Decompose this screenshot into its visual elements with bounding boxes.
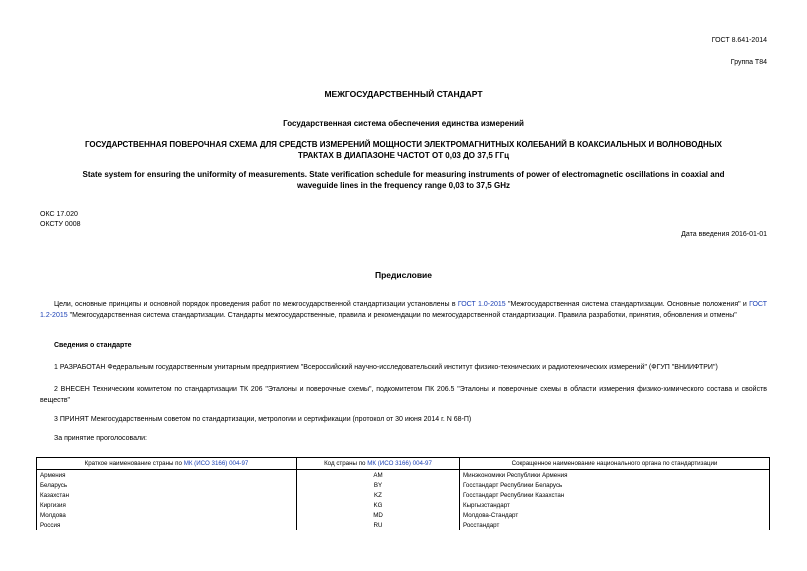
column-header-code (297, 458, 460, 470)
mk-iso-link[interactable]: МК (ИСО 3166) 004-97 (183, 460, 249, 467)
info-heading: Сведения о стандарте (54, 342, 132, 349)
column-header-body: Сокращенное наименование национального органа по стандартизации (460, 458, 770, 470)
table-row (37, 510, 770, 520)
foreword-text-c: "Межгосударственная система стандартизации. Стандарты межгосударственные, правила и рекомендации по межгосударственной стандартизации. Правила разработки, принятия, обновления и отмены" (69, 312, 737, 319)
body-cell: Кыргызстандарт (460, 500, 770, 510)
voting-table (36, 457, 770, 530)
group-label: Группа Т84 (730, 59, 767, 66)
body-cell: Росстандарт (460, 520, 770, 530)
foreword-heading: Предисловие (374, 270, 433, 280)
column-header-country-text: Краткое наименование страны по (84, 460, 182, 467)
foreword-text-a: Цели, основные принципы и основной порядок проведения работ по межгосударственной стандартизации установлены в (54, 301, 456, 308)
oks-code: ОКС 17.020 (40, 211, 78, 218)
info-item-3: 3 ПРИНЯТ Межгосударственным советом по стандартизации, метрологии и сертификации (протокол от 30 июня 2014 г. N 68-П) (54, 416, 472, 423)
country-cell: Молдова (37, 510, 297, 520)
gost-1-0-link[interactable]: ГОСТ 1.0-2015 (457, 301, 506, 308)
okstu-code: ОКСТУ 0008 (40, 221, 81, 228)
body-cell: Госстандарт Республики Беларусь (460, 480, 770, 490)
intro-date: Дата введения 2016-01-01 (681, 231, 767, 238)
code-cell: AM (297, 470, 460, 481)
document-title-en (40, 169, 767, 191)
country-cell: Беларусь (37, 480, 297, 490)
foreword-paragraph (40, 299, 767, 321)
column-header-code-text: Код страны по (324, 460, 366, 467)
document-title-ru (40, 139, 767, 161)
title-ru-line-1: ГОСУДАРСТВЕННАЯ ПОВЕРОЧНАЯ СХЕМА ДЛЯ СРЕДСТВ ИЗМЕРЕНИЙ МОЩНОСТИ ЭЛЕКТРОМАГНИТНЫХ КОЛЕБАНИЙ В КОАКСИАЛЬНЫХ И ВОЛНОВОДНЫХ (84, 140, 722, 149)
body-cell: Госстандарт Республики Казахстан (460, 490, 770, 500)
country-cell: Киргизия (37, 500, 297, 510)
title-en-line-1: State system for ensuring the uniformity of measurements. State verification schedule for measuring instruments of power of electromagnetic oscillations in coaxial and (82, 170, 725, 179)
body-cell: Молдова-Стандарт (460, 510, 770, 520)
standard-kind: МЕЖГОСУДАРСТВЕННЫЙ СТАНДАРТ (324, 89, 483, 99)
title-ru-line-2: ТРАКТАХ В ДИАПАЗОНЕ ЧАСТОТ ОТ 0,03 ДО 37,5 ГГц (297, 151, 510, 160)
system-title: Государственная система обеспечения единства измерений (283, 119, 524, 128)
table-row (37, 500, 770, 510)
code-cell: RU (297, 520, 460, 530)
country-cell: Россия (37, 520, 297, 530)
code-cell: BY (297, 480, 460, 490)
gost-1-2-link[interactable]: ГОСТ 1.2-2015 (40, 301, 768, 319)
code-cell: MD (297, 510, 460, 520)
code-cell: KZ (297, 490, 460, 500)
table-row (37, 480, 770, 490)
column-header-country (37, 458, 297, 470)
country-cell: Казахстан (37, 490, 297, 500)
voted-label: За принятие проголосовали: (54, 435, 147, 442)
info-item-1: 1 РАЗРАБОТАН Федеральным государственным унитарным предприятием "Всероссийский научно-исследовательский институт физико-технических и радиотехнических измерений" (ФГУП "ВНИИФТРИ") (54, 364, 718, 371)
table-header-row (37, 458, 770, 470)
table-row (37, 470, 770, 481)
body-cell: Минэкономики Республики Армения (460, 470, 770, 481)
table-row (37, 490, 770, 500)
document-code: ГОСТ 8.641-2014 (711, 37, 767, 44)
country-cell: Армения (37, 470, 297, 481)
code-cell: KG (297, 500, 460, 510)
title-en-line-2: waveguide lines in the frequency range 0,03 to 37,5 GHz (297, 181, 510, 190)
mk-iso-link-2[interactable]: МК (ИСО 3166) 004-97 (367, 460, 432, 467)
table-row (37, 520, 770, 530)
info-item-2: 2 ВНЕСЕН Техническим комитетом по стандартизации ТК 206 "Эталоны и поверочные схемы", подкомитетом ПК 206.5 "Эталоны и поверочные схемы в области измерения физико-химического состава и свойств веществ" (40, 386, 767, 404)
foreword-text-b: "Межгосударственная система стандартизации. Основные положения" и (507, 301, 747, 308)
